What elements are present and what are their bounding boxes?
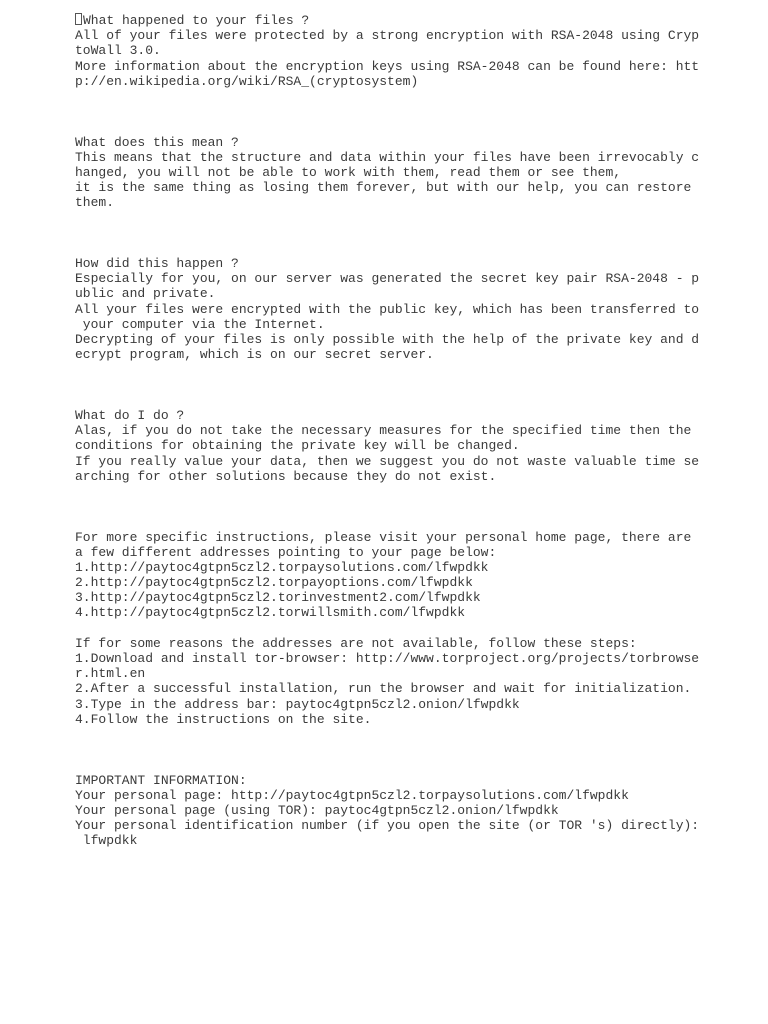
step-1-cont: r.html.en bbox=[75, 666, 146, 682]
section-heading: What do I do ? bbox=[75, 407, 185, 423]
step-1: 1.Download and install tor-browser: http://www.torproject.org/projects/torbrowse bbox=[75, 651, 700, 666]
personal-tor-page-line: Your personal page (using TOR): paytoc4gtpn5czl2.onion/lfwpdkk bbox=[75, 802, 559, 818]
paragraph-gap bbox=[75, 621, 695, 636]
step-3: 3.Type in the address bar: paytoc4gtpn5czl2.onion/lfwpdkk bbox=[75, 696, 520, 712]
paragraph-gap bbox=[75, 484, 695, 530]
text-line: a few different addresses pointing to your page below: bbox=[75, 544, 497, 560]
section-heading: IMPORTANT INFORMATION: bbox=[75, 772, 247, 788]
text-line: More information about the encryption keys using RSA-2048 can be found here: htt bbox=[75, 58, 700, 74]
text-line: If you really value your data, then we suggest you do not waste valuable time se bbox=[75, 453, 700, 469]
address-link-3: 3.http://paytoc4gtpn5czl2.torinvestment2.com/lfwpdkk bbox=[75, 590, 481, 606]
text-line: hanged, you will not be able to work with them, read them or see them, bbox=[75, 164, 622, 180]
section-heading: What does this mean ? bbox=[75, 134, 239, 150]
text-line: Especially for you, on our server was generated the secret key pair RSA-2048 - p bbox=[75, 271, 700, 287]
section-heading bbox=[75, 13, 695, 28]
text-line: All your files were encrypted with the public key, which has been transferred to bbox=[75, 301, 700, 317]
text-line: p://en.wikipedia.org/wiki/RSA_(cryptosystem) bbox=[75, 73, 419, 89]
text-line: Decrypting of your files is only possible with the help of the private key and d bbox=[75, 332, 700, 347]
paragraph-gap bbox=[75, 89, 695, 135]
missing-glyph-icon bbox=[75, 13, 82, 25]
step-4: 4.Follow the instructions on the site. bbox=[75, 711, 372, 727]
text-line: All of your files were protected by a strong encryption with RSA-2048 using Cryp bbox=[75, 28, 700, 44]
step-2: 2.After a successful installation, run the browser and wait for initialization. bbox=[75, 681, 692, 697]
text-line: For more specific instructions, please visit your personal home page, there are bbox=[75, 529, 692, 545]
address-link-2: 2.http://paytoc4gtpn5czl2.torpayoptions.com/lfwpdkk bbox=[75, 575, 473, 591]
text-line: If for some reasons the addresses are not available, follow these steps: bbox=[75, 635, 637, 651]
text-line: Alas, if you do not take the necessary measures for the specified time then the bbox=[75, 423, 692, 439]
address-link-1: 1.http://paytoc4gtpn5czl2.torpaysolutions.com/lfwpdkk bbox=[75, 559, 489, 575]
paragraph-gap bbox=[75, 727, 695, 773]
ransom-note-document bbox=[75, 13, 700, 849]
personal-page-line: Your personal page: http://paytoc4gtpn5czl2.torpaysolutions.com/lfwpdkk bbox=[75, 787, 629, 803]
section-heading-text: What happened to your files ? bbox=[83, 13, 310, 28]
text-line: ublic and private. bbox=[75, 286, 216, 302]
text-line: it is the same thing as losing them forever, but with our help, you can restore bbox=[75, 180, 692, 196]
text-line: toWall 3.0. bbox=[75, 43, 161, 59]
identification-number-value: lfwpdkk bbox=[75, 833, 138, 849]
text-line: This means that the structure and data within your files have been irrevocably c bbox=[75, 149, 700, 165]
text-line: arching for other solutions because they do not exist. bbox=[75, 468, 497, 484]
text-line: them. bbox=[75, 195, 115, 211]
address-link-4: 4.http://paytoc4gtpn5czl2.torwillsmith.com/lfwpdkk bbox=[75, 605, 466, 621]
text-line: ecrypt program, which is on our secret server. bbox=[75, 347, 434, 363]
identification-number-label: Your personal identification number (if you open the site (or TOR 's) directly): bbox=[75, 818, 700, 834]
text-line: conditions for obtaining the private key will be changed. bbox=[75, 438, 520, 454]
paragraph-gap bbox=[75, 362, 695, 408]
text-line: your computer via the Internet. bbox=[75, 316, 325, 332]
paragraph-gap bbox=[75, 210, 695, 256]
section-heading: How did this happen ? bbox=[75, 256, 239, 272]
